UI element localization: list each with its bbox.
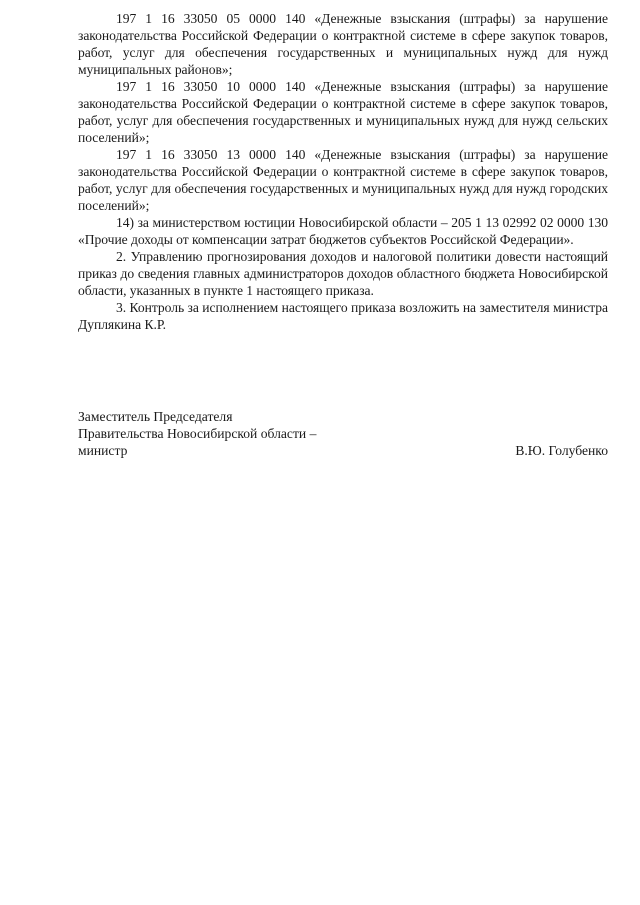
signatory-name: В.Ю. Голубенко [515, 443, 608, 458]
document-body [78, 10, 608, 333]
paragraph: 197 1 16 33050 13 0000 140 «Денежные взыскания (штрафы) за нарушение законодательства Российской Федерации о контрактной системе в сфере закупок товаров, работ, услуг для обеспечения государственных и муниципальных нужд для нужд городских поселений»; [78, 147, 608, 213]
signature-block [78, 408, 608, 459]
paragraph: 197 1 16 33050 05 0000 140 «Денежные взыскания (штрафы) за нарушение законодательства Российской Федерации о контрактной системе в сфере закупок товаров, работ, услуг для обеспечения государственных и муниципальных нужд для нужд муниципальных районов»; [78, 11, 608, 77]
signature-position-line-1: Заместитель Председателя [78, 409, 233, 424]
signature-position-line-2: Правительства Новосибирской области – [78, 426, 317, 441]
paragraph: 14) за министерством юстиции Новосибирской области – 205 1 13 02992 02 0000 130 «Прочие доходы от компенсации затрат бюджетов субъектов Российской Федерации». [78, 215, 608, 247]
paragraph: 197 1 16 33050 10 0000 140 «Денежные взыскания (штрафы) за нарушение законодательства Российской Федерации о контрактной системе в сфере закупок товаров, работ, услуг для обеспечения государственных и муниципальных нужд для нужд сельских поселений»; [78, 79, 608, 145]
paragraph: 2. Управлению прогнозирования доходов и налоговой политики довести настоящий приказ до сведения главных администраторов доходов областного бюджета Новосибирской области, указанных в пункте 1 настоящего приказа. [78, 249, 608, 298]
signature-position-line-3: министр [78, 443, 128, 458]
paragraph: 3. Контроль за исполнением настоящего приказа возложить на заместителя министра Дуплякина К.Р. [78, 300, 608, 332]
signature-last-row [78, 442, 608, 459]
